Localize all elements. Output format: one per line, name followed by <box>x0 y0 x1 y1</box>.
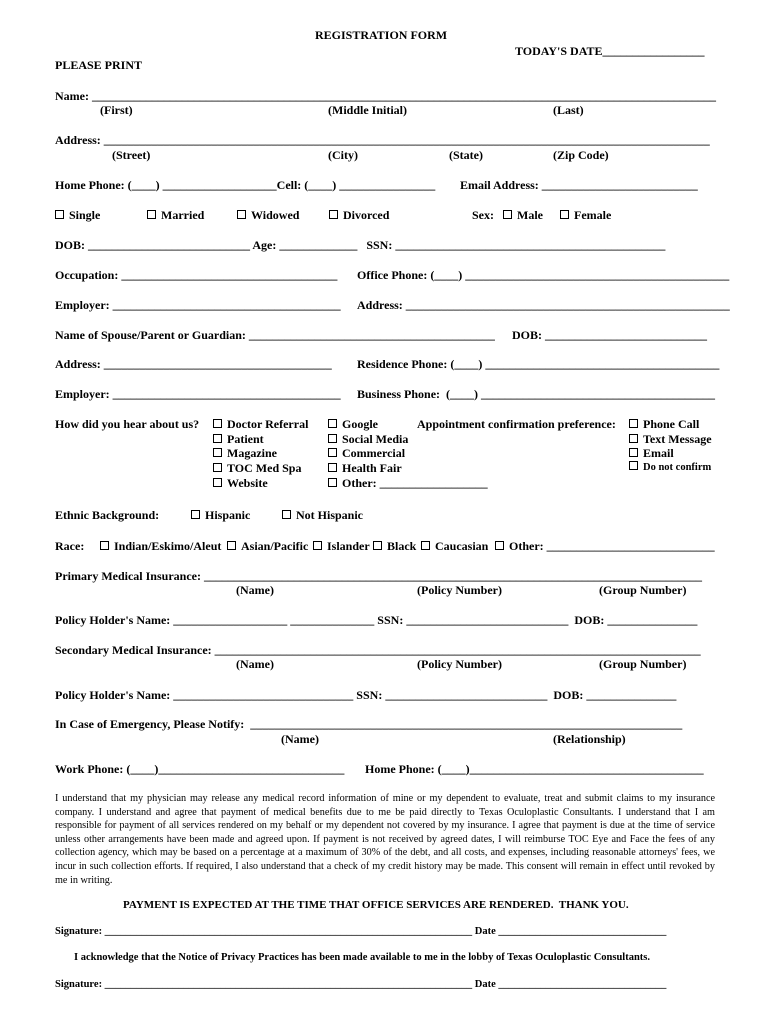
checkbox-icon[interactable] <box>227 541 236 550</box>
primary-insurance-name-caption: (Name) <box>236 583 274 597</box>
appt-option-text-message[interactable]: Text Message <box>629 432 712 446</box>
checkbox-icon[interactable] <box>328 434 337 443</box>
primary-insurance-field[interactable]: Primary Medical Insurance: ___________________________________________________________________________________ <box>55 569 702 583</box>
signature-date-field-2[interactable]: Signature: ______________________________________________________________________ Date ________________________________ <box>55 979 667 990</box>
sex-label: Sex: <box>472 208 494 222</box>
employer-address-field[interactable]: Address: ______________________________________________________ <box>357 298 730 312</box>
consent-paragraph: I understand that my physician may release any medical record information of mine or my dependent to evaluate, treat and submit claims to my insurance company. I understand and agree that payment of medical benefits due to me be paid directly to Texas Oculoplastic Consultants. I understand that I am responsible for payment of all services rendered on my behalf or my dependent not covered by my insurance. I agree that payment is due at the time of service unless other arrangements have been made and agreed upon. If payment is not received by agreed dates, I will reimburse TOC Eye and Face the fees of any collection agency, which may be based on a percentage at a maximum of 30% of the debt, and all costs, and expenses, including reasonable attorneys' fees, we incur in such collection efforts. If required, I also understand that a check of my credit history may be made. This consent will remain in effect until revoked by me in writing. <box>55 793 715 886</box>
hear-option-google[interactable]: Google <box>328 417 378 431</box>
dob-age-ssn-field[interactable]: DOB: ___________________________ Age: _____________ SSN: _____________________________________________ <box>55 238 666 252</box>
hear-option-magazine[interactable]: Magazine <box>213 446 277 460</box>
secondary-policy-holder-field[interactable]: Policy Holder's Name: ______________________________ SSN: ___________________________ DOB: _______________ <box>55 688 677 702</box>
emergency-contact-field[interactable]: In Case of Emergency, Please Notify: ________________________________________________________________________ <box>55 717 683 731</box>
checkbox-icon[interactable] <box>328 463 337 472</box>
male-option[interactable]: Male <box>503 208 543 222</box>
checkbox-icon[interactable] <box>328 478 337 487</box>
please-print-label: PLEASE PRINT <box>55 58 143 72</box>
hispanic-option[interactable]: Hispanic <box>191 508 250 522</box>
emergency-relationship-caption: (Relationship) <box>553 732 626 746</box>
appt-option-phone-call[interactable]: Phone Call <box>629 417 699 431</box>
middle-initial-caption: (Middle Initial) <box>328 103 408 117</box>
city-caption: (City) <box>328 148 358 162</box>
last-name-caption: (Last) <box>553 103 584 117</box>
payment-notice: PAYMENT IS EXPECTED AT THE TIME THAT OFFICE SERVICES ARE RENDERED. THANK YOU. <box>123 899 629 911</box>
checkbox-icon[interactable] <box>329 210 338 219</box>
widowed-option[interactable]: Widowed <box>237 208 299 222</box>
street-caption: (Street) <box>112 148 151 162</box>
name-field[interactable]: Name: ________________________________________________________________________________________________________ <box>55 89 716 103</box>
checkbox-icon[interactable] <box>147 210 156 219</box>
hear-option-health-fair[interactable]: Health Fair <box>328 461 402 475</box>
divorced-option[interactable]: Divorced <box>329 208 389 222</box>
secondary-insurance-field[interactable]: Secondary Medical Insurance: _________________________________________________________________________________ <box>55 643 701 657</box>
appt-option-email[interactable]: Email <box>629 446 674 460</box>
employer-field[interactable]: Employer: ______________________________________ <box>55 298 341 312</box>
race-option-islander[interactable]: Islander <box>313 539 370 553</box>
occupation-field[interactable]: Occupation: ____________________________________ <box>55 268 338 282</box>
checkbox-icon[interactable] <box>629 448 638 457</box>
checkbox-icon[interactable] <box>213 463 222 472</box>
race-option-caucasian[interactable]: Caucasian <box>421 539 488 553</box>
hear-option-patient[interactable]: Patient <box>213 432 264 446</box>
checkbox-icon[interactable] <box>629 461 638 470</box>
address-field[interactable]: Address: _____________________________________________________________________________________________________ <box>55 133 710 147</box>
checkbox-icon[interactable] <box>282 510 291 519</box>
ethnic-background-label: Ethnic Background: <box>55 508 160 522</box>
secondary-insurance-name-caption: (Name) <box>236 657 274 671</box>
checkbox-icon[interactable] <box>313 541 322 550</box>
privacy-notice: I acknowledge that the Notice of Privacy Practices has been made available to me in the lobby of Texas Oculoplastic Consultants. <box>74 952 651 963</box>
checkbox-icon[interactable] <box>495 541 504 550</box>
hear-option-social-media[interactable]: Social Media <box>328 432 408 446</box>
appt-option-do-not-confirm[interactable]: Do not confirm <box>629 461 711 475</box>
todays-date-field[interactable]: TODAY'S DATE_________________ <box>515 44 705 58</box>
checkbox-icon[interactable] <box>237 210 246 219</box>
business-phone-field[interactable]: Business Phone: (____) _______________________________________ <box>357 387 716 401</box>
hear-option-toc-med-spa[interactable]: TOC Med Spa <box>213 461 301 475</box>
spouse-name-field[interactable]: Name of Spouse/Parent or Guardian: _________________________________________ <box>55 328 495 342</box>
spouse-address-field[interactable]: Address: ______________________________________ <box>55 357 332 371</box>
race-label: Race: <box>55 539 85 553</box>
checkbox-icon[interactable] <box>55 210 64 219</box>
emergency-name-caption: (Name) <box>281 732 319 746</box>
race-option-indian[interactable]: Indian/Eskimo/Aleut <box>100 539 221 553</box>
emergency-home-phone-field[interactable]: Home Phone: (____)_______________________________________ <box>365 762 704 776</box>
secondary-policy-number-caption: (Policy Number) <box>417 657 502 671</box>
hear-option-commercial[interactable]: Commercial <box>328 446 405 460</box>
checkbox-icon[interactable] <box>373 541 382 550</box>
checkbox-icon[interactable] <box>328 419 337 428</box>
checkbox-icon[interactable] <box>191 510 200 519</box>
hear-option-other[interactable]: Other: __________________ <box>328 476 488 490</box>
checkbox-icon[interactable] <box>560 210 569 219</box>
married-option[interactable]: Married <box>147 208 204 222</box>
race-option-asian[interactable]: Asian/Pacific <box>227 539 308 553</box>
residence-phone-field[interactable]: Residence Phone: (____) _______________________________________ <box>357 357 720 371</box>
checkbox-icon[interactable] <box>503 210 512 219</box>
secondary-group-number-caption: (Group Number) <box>599 657 687 671</box>
single-option[interactable]: Single <box>55 208 100 222</box>
hear-option-doctor-referral[interactable]: Doctor Referral <box>213 417 308 431</box>
primary-group-number-caption: (Group Number) <box>599 583 687 597</box>
home-cell-phone-field[interactable]: Home Phone: (____) ___________________Cell: (____) ________________ <box>55 178 436 192</box>
office-phone-field[interactable]: Office Phone: (____) ____________________________________________ <box>357 268 730 282</box>
race-option-black[interactable]: Black <box>373 539 416 553</box>
spouse-dob-field[interactable]: DOB: ___________________________ <box>512 328 707 342</box>
primary-policy-holder-field[interactable]: Policy Holder's Name: ___________________ ______________ SSN: ___________________________ DOB: _______________ <box>55 613 698 627</box>
work-phone-field[interactable]: Work Phone: (____)_______________________________ <box>55 762 345 776</box>
hear-option-website[interactable]: Website <box>213 476 268 490</box>
primary-policy-number-caption: (Policy Number) <box>417 583 502 597</box>
zip-caption: (Zip Code) <box>553 148 609 162</box>
checkbox-icon[interactable] <box>629 419 638 428</box>
form-title: REGISTRATION FORM <box>315 28 448 42</box>
spouse-employer-field[interactable]: Employer: ______________________________________ <box>55 387 341 401</box>
email-field[interactable]: Email Address: __________________________ <box>460 178 698 192</box>
checkbox-icon[interactable] <box>421 541 430 550</box>
race-option-other[interactable]: Other: ____________________________ <box>495 539 715 553</box>
state-caption: (State) <box>449 148 483 162</box>
checkbox-icon[interactable] <box>213 434 222 443</box>
checkbox-icon[interactable] <box>213 448 222 457</box>
appointment-preference-label: Appointment confirmation preference: <box>417 417 616 431</box>
checkbox-icon[interactable] <box>213 478 222 487</box>
signature-date-field-1[interactable]: Signature: ______________________________________________________________________ Date ________________________________ <box>55 926 667 937</box>
checkbox-icon[interactable] <box>213 419 222 428</box>
not-hispanic-option[interactable]: Not Hispanic <box>282 508 363 522</box>
first-name-caption: (First) <box>100 103 133 117</box>
hear-about-label: How did you hear about us? <box>55 417 200 431</box>
checkbox-icon[interactable] <box>629 434 638 443</box>
female-option[interactable]: Female <box>560 208 611 222</box>
checkbox-icon[interactable] <box>328 448 337 457</box>
checkbox-icon[interactable] <box>100 541 109 550</box>
